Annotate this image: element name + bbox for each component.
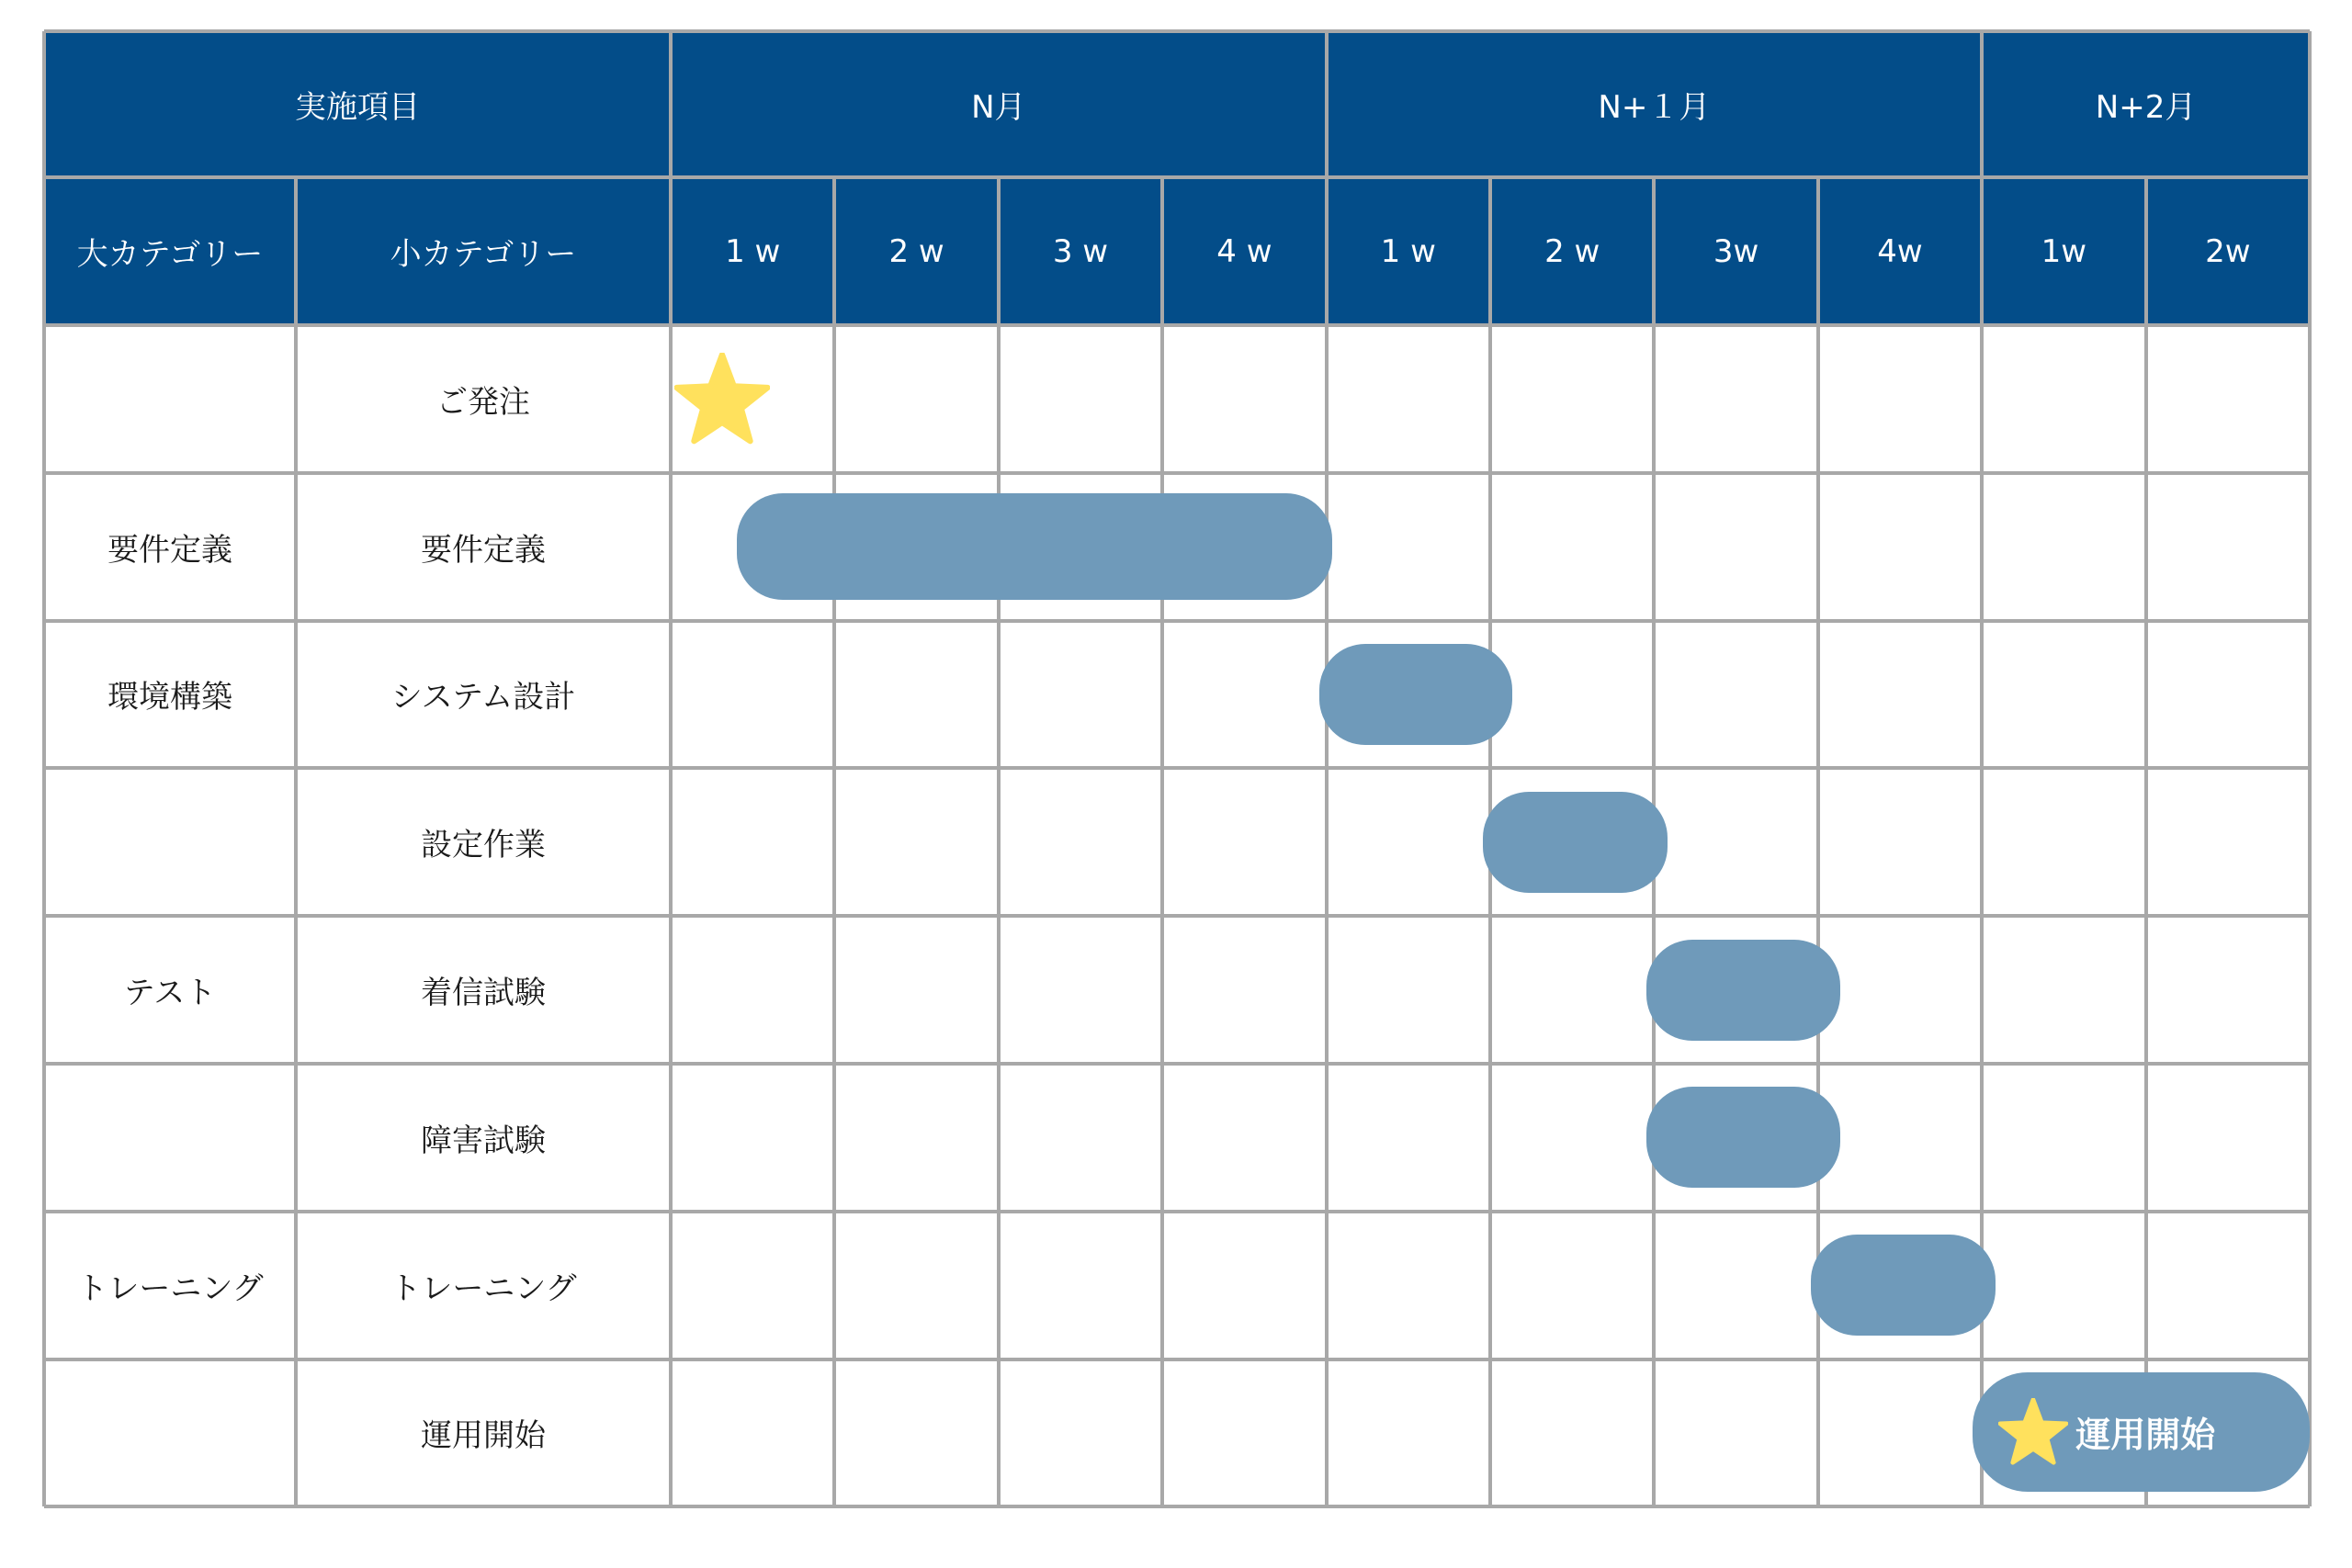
grid-line-row [44, 1210, 2310, 1213]
row-small-category-label: 要件定義 [421, 531, 546, 569]
header-week-label: 2 w [888, 232, 944, 270]
header-small-category-label: 小カテゴリー [390, 236, 577, 273]
grid-line-right [2308, 31, 2312, 1506]
milestone [674, 353, 770, 448]
header-month-label: N月 [971, 89, 1026, 126]
row-big-category-cell [44, 621, 296, 769]
grid-line-row [44, 766, 2310, 770]
grid-line-header-mid [44, 175, 2310, 179]
header-week-label: 4w [1877, 232, 1923, 270]
row-small-category-cell [296, 916, 671, 1064]
grid-line-row [44, 1062, 2310, 1066]
header-week-label: 2w [2205, 232, 2251, 270]
row-big-category-label: 要件定義 [107, 531, 232, 569]
header-big-category-label: 大カテゴリー [76, 236, 264, 273]
grid-line-week [1325, 31, 1329, 1506]
header-week-label: 1 w [725, 232, 781, 270]
row-small-category-cell [296, 1212, 671, 1359]
row-small-category-cell [296, 325, 671, 473]
row-small-category-cell [296, 768, 671, 916]
gantt-bar [1646, 1087, 1839, 1188]
row-small-category-label: システム設計 [390, 679, 576, 716]
header-week-5 [1327, 177, 1490, 325]
gantt-bar [737, 493, 1331, 600]
header-month-label: N+2月 [2095, 89, 2197, 126]
gantt-bar [1646, 940, 1839, 1041]
header-week-1 [671, 177, 834, 325]
header-big-category-cell [44, 177, 296, 325]
row-small-category-cell [296, 1064, 671, 1212]
grid-line-row [44, 619, 2310, 623]
row-big-category-cell [44, 1359, 296, 1507]
row-small-category-label: 着信試験 [421, 975, 546, 1012]
row-big-category-cell [44, 916, 296, 1064]
header-week-8 [1818, 177, 1982, 325]
grid-line-week [2144, 177, 2148, 1506]
row-small-category-label: 障害試験 [421, 1122, 546, 1159]
header-week-9 [1982, 177, 2145, 325]
header-week-7 [1654, 177, 1817, 325]
header-week-label: 3 w [1052, 232, 1109, 270]
row-small-category-cell [296, 1359, 671, 1507]
grid-line-col [669, 31, 673, 1506]
header-week-label: 2 w [1544, 232, 1600, 270]
header-week-4 [1162, 177, 1326, 325]
row-small-category-label: 運用開始 [421, 1417, 546, 1455]
row-big-category-cell [44, 768, 296, 916]
row-big-category-label: 環境構築 [107, 679, 232, 716]
row-big-category-label: テスト [123, 975, 217, 1012]
go-live-label: 運用開始 [2075, 1415, 2216, 1456]
go-live-badge [1973, 1372, 2310, 1492]
grid-line-col [294, 177, 298, 1506]
row-big-category-cell [44, 1064, 296, 1212]
header-item-label-cell [44, 31, 671, 177]
grid-line-row [44, 914, 2310, 918]
header-week-label: 1w [2041, 232, 2087, 270]
row-small-category-cell [296, 473, 671, 621]
grid-line-header-bottom [44, 323, 2310, 327]
row-big-category-cell [44, 1212, 296, 1359]
header-week-label: 3w [1713, 232, 1759, 270]
header-week-2 [834, 177, 998, 325]
row-small-category-label: トレーニング [390, 1269, 577, 1307]
row-small-category-label: 設定作業 [421, 827, 546, 864]
star-icon [674, 353, 770, 448]
grid-line-row [44, 1505, 2310, 1508]
header-month-2 [1327, 31, 1983, 177]
header-week-6 [1490, 177, 1654, 325]
header-item-label: 実施項目 [295, 89, 420, 126]
grid-line-week [1160, 177, 1164, 1506]
row-small-category-cell [296, 621, 671, 769]
row-big-category-label: トレーニング [76, 1269, 264, 1307]
grid-line-top [44, 29, 2310, 33]
header-month-1 [671, 31, 1327, 177]
header-week-label: 1 w [1380, 232, 1436, 270]
row-big-category-cell [44, 473, 296, 621]
header-month-3 [1982, 31, 2310, 177]
gantt-bar [1811, 1235, 1996, 1336]
header-week-label: 4 w [1216, 232, 1272, 270]
grid-line-week [832, 177, 836, 1506]
grid-line-row [44, 471, 2310, 475]
grid-line-left [42, 31, 46, 1506]
header-small-category-cell [296, 177, 671, 325]
star-icon [1998, 1398, 2068, 1468]
gantt-bar [1483, 792, 1668, 893]
gantt-bar [1319, 644, 1512, 745]
row-big-category-cell [44, 325, 296, 473]
grid-line-week [997, 177, 1001, 1506]
header-month-label: N+１月 [1598, 89, 1711, 126]
header-week-3 [999, 177, 1162, 325]
header-week-10 [2146, 177, 2310, 325]
grid-line-row [44, 1358, 2310, 1361]
row-small-category-label: ご発注 [436, 383, 530, 421]
